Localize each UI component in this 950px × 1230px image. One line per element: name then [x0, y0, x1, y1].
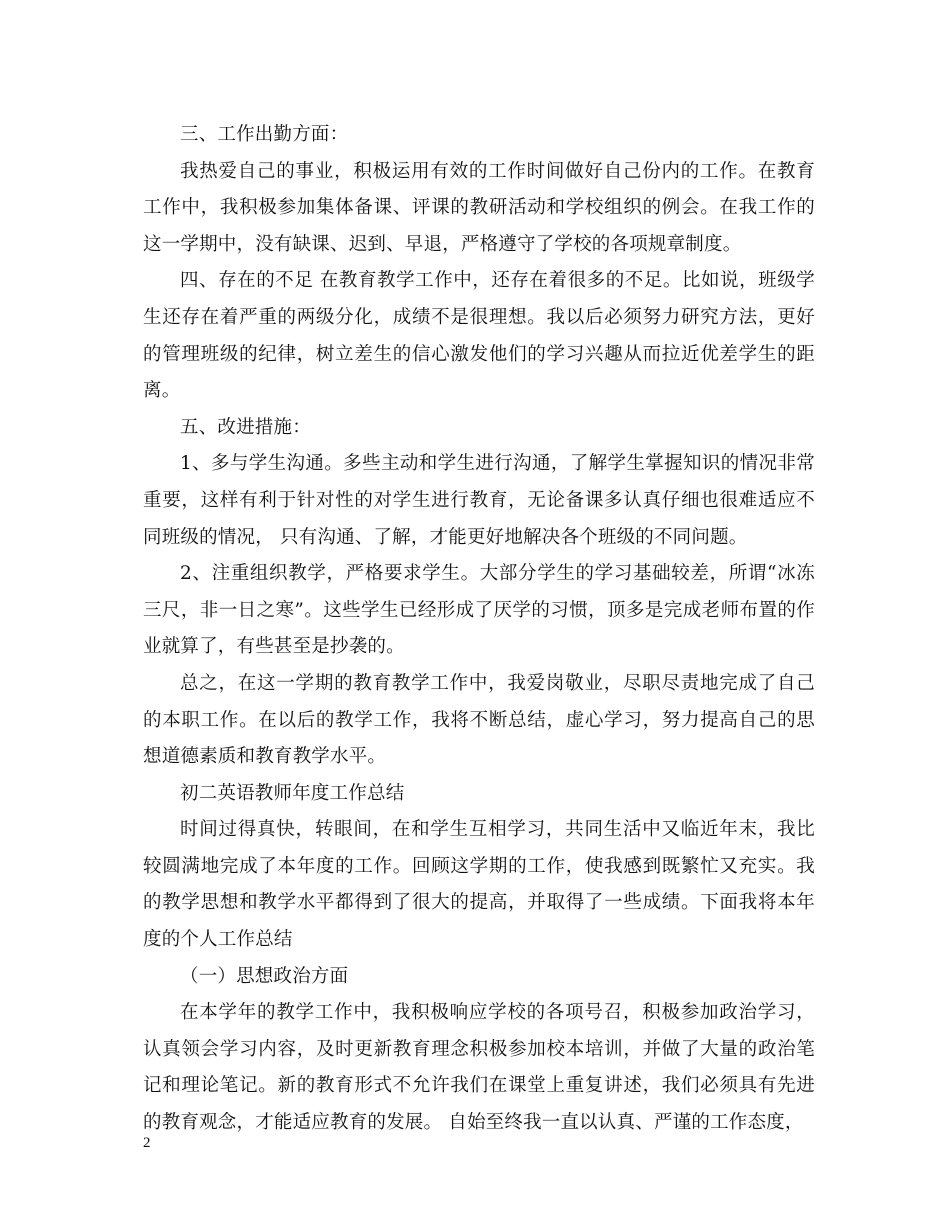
paragraph-attendance: 我热爱自己的事业，积极运用有效的工作时间做好自己份内的工作。在教育工作中，我积极参加集体备课、评课的教研活动和学校组织的例会。在我工作的这一学期中，没有缺课、迟到、早退，严格遵守了学校的各项规章制度。 [143, 160, 815, 255]
section-heading-attendance: 三、工作出勤方面： [180, 124, 349, 145]
paragraph-shortcomings: 四、存在的不足 在教育教学工作中，还存在着很多的不足。比如说，班级学生还存在着严重的两级分化，成绩不是很理想。我以后必须努力研究方法，更好的管理班级的纪律，树立差生的信心激发他们的学习兴趣从而拉近优差学生的距离。 [143, 270, 815, 402]
paragraph-improvement-2: 2、注重组织教学，严格要求学生。大部分学生的学习基础较差，所谓“冰冻三尺，非一日之寒”。这些学生已经形成了厌学的习惯，顶多是完成老师布置的作业就算了，有些甚至是抄袭的。 [143, 563, 815, 658]
document-subtitle: 初二英语教师年度工作总结 [180, 782, 405, 804]
paragraph-political: 在本学年的教学工作中，我积极响应学校的各项号召，积极参加政治学习，认真领会学习内容，及时更新教育理念积极参加校本培训，并做了大量的政治笔记和理论笔记。新的教育形式不允许我们在课堂上重复讲述，我们必须具有先进的教育观念，才能适应教育的发展。 自始至终我一直以认真、严谨的工作态度， [143, 1002, 815, 1134]
page-number: 2 [143, 1135, 151, 1151]
paragraph-improvement-1: 1、多与学生沟通。多些主动和学生进行沟通，了解学生掌握知识的情况非常重要，这样有利于针对性的对学生进行教育，无论备课多认真仔细也很难适应不同班级的情况， 只有沟通、了解，才能更好地解决各个班级的不同问题。 [143, 453, 815, 548]
paragraph-intro: 时间过得真快，转眼间，在和学生互相学习，共同生活中又临近年末，我比较圆满地完成了本年度的工作。回顾这学期的工作，使我感到既繁忙又充实。我的教学思想和教学水平都得到了很大的提高，并取得了一些成绩。下面我将本年度的个人工作总结 [143, 819, 815, 951]
section-heading-political: （一）思想政治方面 [180, 965, 349, 987]
paragraph-conclusion: 总之，在这一学期的教育教学工作中，我爱岗敬业，尽职尽责地完成了自己的本职工作。在以后的教学工作，我将不断总结，虚心学习，努力提高自己的思想道德素质和教育教学水平。 [143, 672, 815, 768]
section-heading-improvements: 五、改进措施： [180, 416, 311, 438]
document-body [143, 117, 815, 1142]
